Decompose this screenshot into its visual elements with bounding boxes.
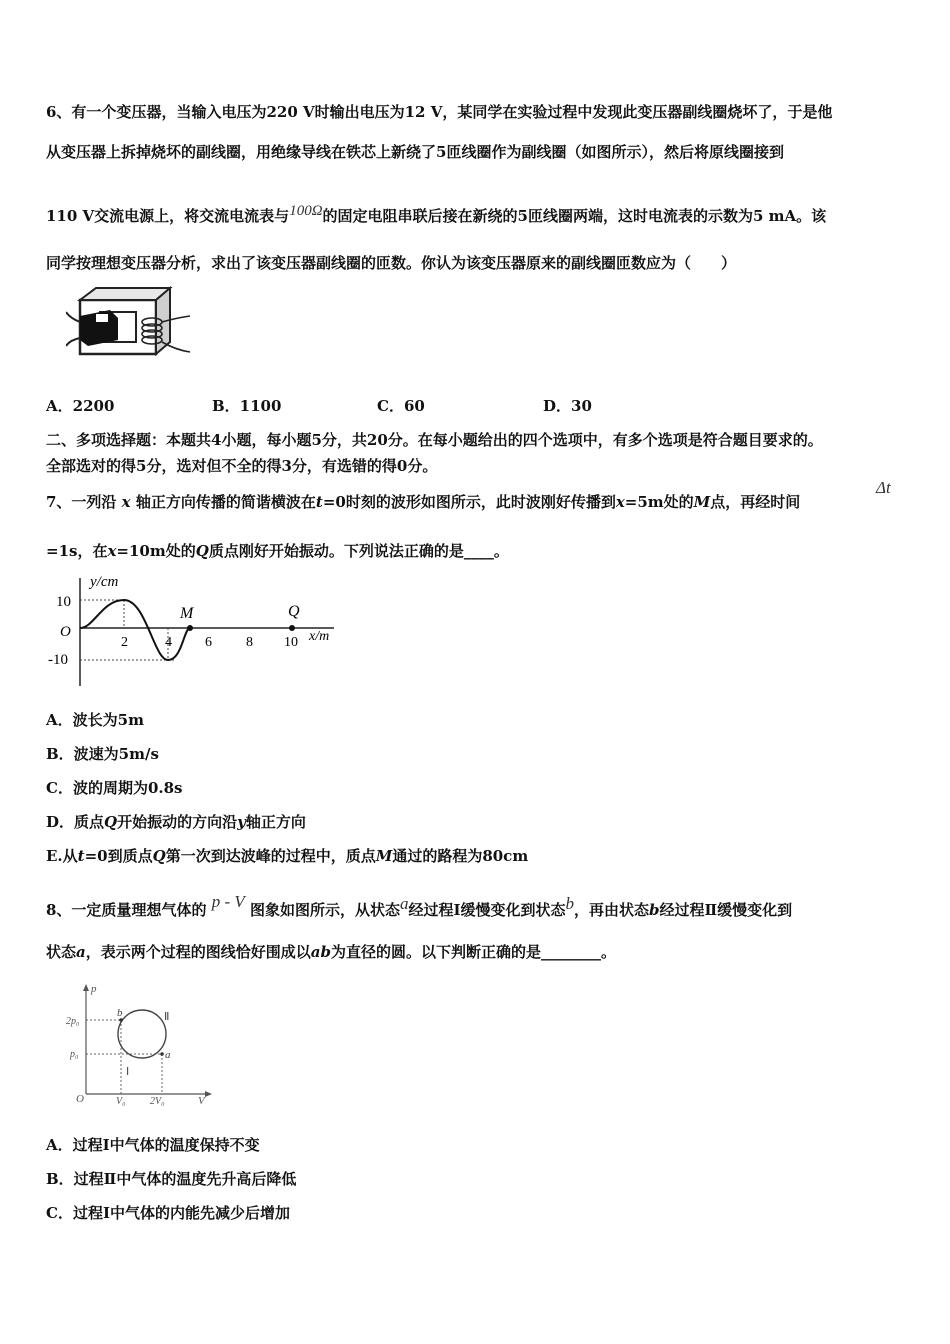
q6-option-b[interactable]: B．1100 — [212, 397, 282, 415]
y-tick-pos: 10 — [56, 594, 71, 610]
resistance-symbol: 100Ω — [289, 203, 323, 219]
q7-text: 质点刚好开始振动。下列说法正确的是____。 — [208, 542, 509, 560]
var-M: M — [375, 847, 393, 865]
q8-text: 经过程Ⅰ缓慢变化到状态 — [408, 901, 566, 919]
q6-line3-text-b: 的固定电阻串联后接在新绕的5匝线圈两端，这时电流表的示数为5 mA。该 — [322, 207, 827, 225]
process-circle — [118, 1010, 166, 1058]
q8-text: 图象如图所示，从状态 — [249, 901, 400, 919]
p-axis-label: p — [91, 983, 97, 995]
label-Q: Q — [288, 603, 300, 620]
y-axis-label: y/cm — [90, 574, 119, 590]
origin-label: O — [76, 1093, 84, 1105]
x-tick: 8 — [246, 635, 253, 650]
q7-line2 — [46, 540, 509, 561]
tick-2p0: 2p₀ — [66, 1016, 80, 1027]
q7-option-a[interactable]: A．波长为5m — [46, 711, 144, 729]
var-M: M — [693, 493, 711, 511]
x-axis-label: x/m — [309, 629, 330, 644]
var-ab: ab — [310, 943, 331, 961]
q7-option-d-text: 开始振动的方向沿 — [117, 813, 238, 831]
q6-line4: 同学按理想变压器分析，求出了该变压器副线圈的匝数。你认为该变压器原来的副线圈匝数应为（ ） — [46, 254, 737, 272]
q6-line2: 从变压器上拆掉烧坏的副线圈，用绝缘导线在铁芯上新绕了5匝线圈作为副线圈（如图所示），然后将原线圈接到 — [46, 143, 784, 161]
q6-line1: 6、有一个变压器，当输入电压为220 V时输出电压为12 V，某同学在实验过程中发现此变压器副线圈烧坏了，于是他 — [46, 103, 833, 121]
q7-option-d[interactable] — [46, 811, 306, 832]
q8-text: 8、一定质量理想气体的 — [46, 901, 207, 919]
q7-option-b[interactable]: B．波速为5m/s — [46, 745, 159, 763]
wave-graph — [44, 570, 340, 690]
var-Q: Q — [104, 813, 118, 831]
q6-line3 — [46, 203, 826, 226]
label-I: Ⅰ — [126, 1066, 130, 1078]
q6-line3-text-a: 110 V交流电源上，将交流电流表与 — [46, 207, 290, 225]
q7-text: =1s，在 — [46, 542, 108, 560]
q7-option-e-text: 通过的路程为80cm — [392, 847, 529, 865]
var-b: b — [565, 894, 575, 913]
q7-option-e-text: =0到质点 — [84, 847, 153, 865]
q6-option-d[interactable]: D．30 — [543, 397, 592, 415]
section2-line1: 二、多项选择题：本题共4小题，每小题5分，共20分。在每小题给出的四个选项中，有多个选项是符合题目要求的。 — [46, 431, 823, 449]
q8-option-b[interactable]: B．过程Ⅱ中气体的温度先升高后降低 — [46, 1170, 297, 1188]
x-tick: 2 — [121, 635, 128, 650]
q8-option-c[interactable]: C．过程Ⅰ中气体的内能先减少后增加 — [46, 1204, 290, 1222]
tick-2V0: 2V₀ — [150, 1096, 165, 1106]
wave-curve — [80, 600, 190, 660]
tick-p0: p₀ — [70, 1049, 79, 1060]
label-II: Ⅱ — [164, 1011, 170, 1023]
var-Q: Q — [152, 847, 166, 865]
y-tick-neg: -10 — [48, 652, 68, 668]
q7-option-c[interactable]: C．波的周期为0.8s — [46, 779, 183, 797]
pv-graph — [66, 982, 216, 1106]
q8-text: ，再由状态 — [574, 901, 650, 919]
q8-option-a[interactable]: A．过程Ⅰ中气体的温度保持不变 — [46, 1136, 260, 1154]
origin-label: O — [60, 624, 71, 640]
q7-option-e-text: 第一次到达波峰的过程中，质点 — [165, 847, 376, 865]
label-b: b — [117, 1007, 123, 1019]
q7-text: 7、一列沿 — [46, 493, 117, 511]
q7-text: =0时刻的波形如图所示，此时波刚好传播到 — [322, 493, 616, 511]
section2-line2: 全部选对的得5分，选对但不全的得3分，有选错的得0分。 — [46, 457, 438, 475]
q8-text: ，表示两个过程的图线恰好围成以 — [85, 943, 311, 961]
q7-text: 轴正方向传播的简谐横波在 — [135, 493, 316, 511]
v-axis-label: V — [198, 1095, 205, 1106]
var-t: t — [77, 847, 85, 865]
q7-option-d-text: 轴正方向 — [245, 813, 306, 831]
label-a: a — [165, 1049, 171, 1061]
q7-option-d-text: D．质点 — [46, 813, 105, 831]
transformer-figure — [66, 282, 192, 362]
delta-t-symbol: Δt — [876, 478, 891, 497]
var-x: x — [107, 542, 117, 560]
x-tick: 6 — [205, 635, 212, 650]
q7-text: =10m处的 — [116, 542, 196, 560]
label-M: M — [180, 605, 194, 622]
var-a: a — [76, 943, 86, 961]
q7-text: 点，再经时间 — [710, 493, 801, 511]
var-x: x — [615, 493, 625, 511]
var-Q: Q — [195, 542, 209, 560]
pv-symbol: p - V — [211, 892, 245, 911]
q8-text: 经过程Ⅱ缓慢变化到 — [659, 901, 793, 919]
q6-option-a[interactable]: A．2200 — [46, 397, 115, 415]
q8-line1 — [46, 892, 792, 920]
q8-line2 — [46, 941, 616, 962]
var-y: y — [237, 813, 246, 831]
q6-option-c[interactable]: C．60 — [377, 397, 425, 415]
q7-option-e[interactable] — [46, 845, 528, 866]
x-tick: 10 — [284, 635, 298, 650]
q8-text: 状态 — [46, 943, 77, 961]
var-a: a — [399, 894, 409, 913]
q7-line1 — [46, 491, 800, 512]
q7-option-e-text: E.从 — [46, 847, 78, 865]
point-M — [187, 625, 193, 631]
q8-text: 为直径的圆。以下判断正确的是________。 — [330, 943, 616, 961]
tick-V0: V₀ — [116, 1096, 126, 1106]
var-x: x — [121, 493, 131, 511]
q7-text: =5m处的 — [624, 493, 694, 511]
var-t: t — [315, 493, 323, 511]
var-b: b — [649, 901, 660, 919]
x-tick: 4 — [165, 635, 172, 650]
point-Q — [289, 625, 295, 631]
